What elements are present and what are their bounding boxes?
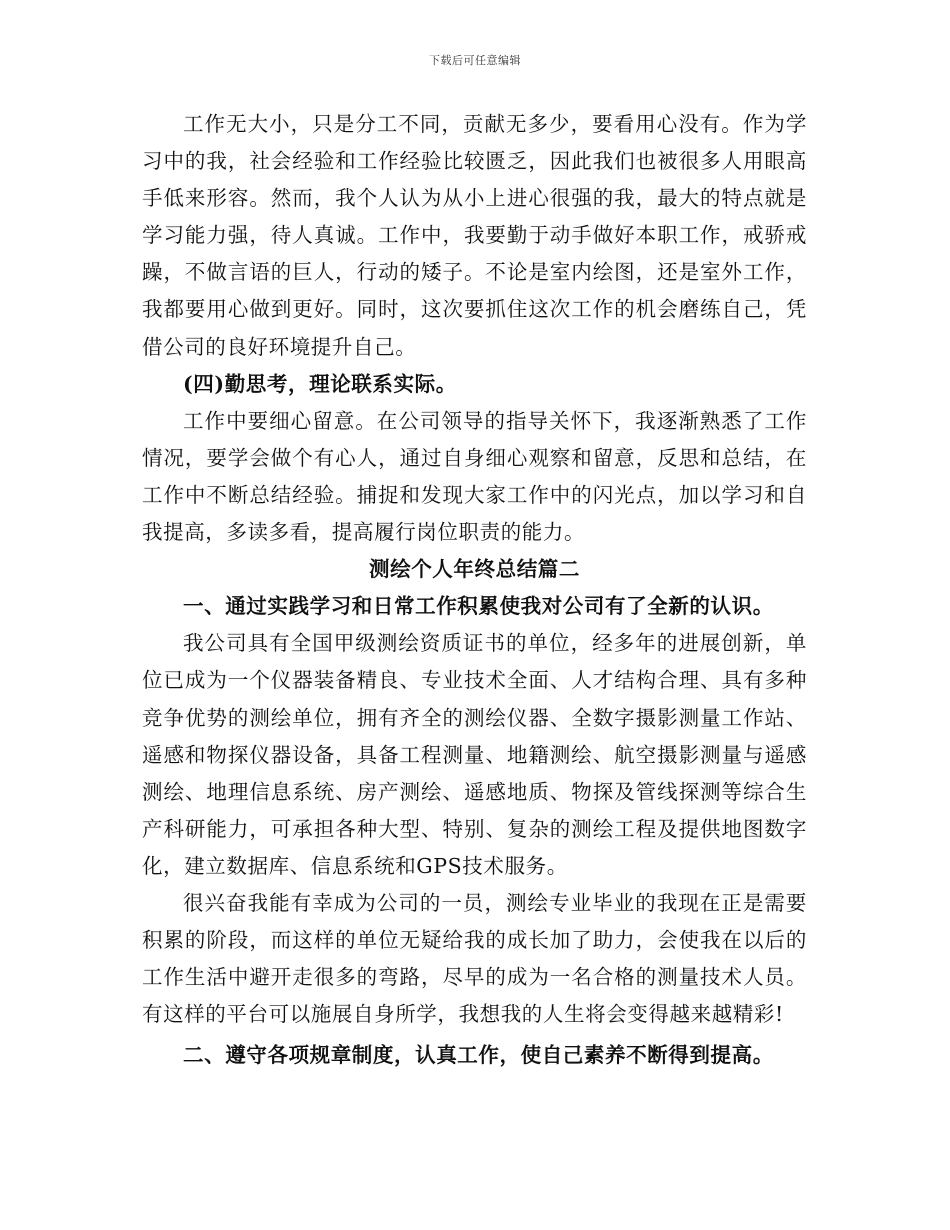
- paragraph-company-intro: 我公司具有全国甲级测绘资质证书的单位，经多年的进展创新，单位已成为一个仪器装备精良、专业技术全面、人才结构合理、具有多种竞争优势的测绘单位，拥有齐全的测绘仪器、全数字摄影测量工作站、遥感和物探仪器设备，具备工程测量、地籍测绘、航空摄影测量与遥感测绘、地理信息系统、房产测绘、遥感地质、物探及管线探测等综合生产科研能力，可承担各种大型、特别、复杂的测绘工程及提供地图数字化，建立数据库、信息系统和GPS技术服务。: [142, 631, 807, 878]
- heading-company-knowledge: 一、通过实践学习和日常工作积累使我对公司有了全新的认识。: [183, 594, 774, 619]
- section-title: 测绘个人年终总结篇二: [369, 557, 580, 582]
- paragraph-personal-growth: 很兴奋我能有幸成为公司的一员，测绘专业毕业的我现在正是需要积累的阶段，而这样的单位无疑给我的成长加了助力，会使我在以后的工作生活中避开走很多的弯路，尽早的成为一名合格的测量技术人员。有这样的平台可以施展自身所学，我想我的人生将会变得越来越精彩!: [142, 890, 807, 1027]
- paragraph-careful-observation: 工作中要细心留意。在公司领导的指导关怀下，我逐渐熟悉了工作情况，要学会做个有心人，通过自身细心观察和留意，反思和总结，在工作中不断总结经验。捕捉和发现大家工作中的闪光点，加以学习和自我提高，多读多看，提高履行岗位职责的能力。: [142, 408, 807, 545]
- document-body: [142, 106, 807, 1074]
- heading-think-practice: (四)勤思考，理论联系实际。: [183, 371, 457, 396]
- paragraph-work-attitude: 工作无大小，只是分工不同，贡献无多少，要看用心没有。作为学习中的我，社会经验和工作经验比较匮乏，因此我们也被很多人用眼高手低来形容。然而，我个人认为从小上进心很强的我，最大的特点就是学习能力强，待人真诚。工作中，我要勤于动手做好本职工作，戒骄戒躁，不做言语的巨人，行动的矮子。不论是室内绘图，还是室外工作，我都要用心做到更好。同时，这次要抓住这次工作的机会磨练自己，凭借公司的良好环境提升自己。: [142, 112, 807, 359]
- heading-rules-discipline: 二、遵守各项规章制度，认真工作，使自己素养不断得到提高。: [183, 1043, 774, 1068]
- page-header: 下载后可任意编辑: [429, 54, 521, 67]
